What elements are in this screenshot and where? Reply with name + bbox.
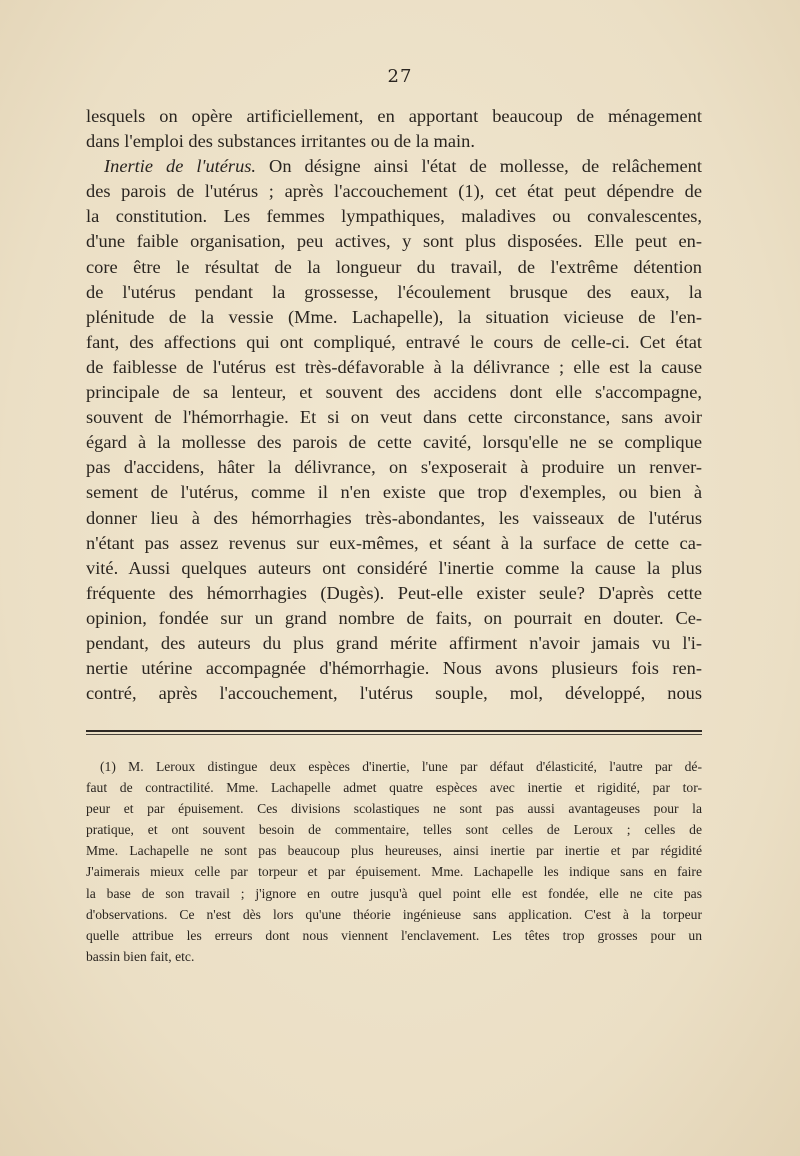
- footnote-line: faut de contractilité. Mme. Lachapelle admet quatre espèces avec inertie et rigidité, par tor-: [86, 780, 702, 796]
- main-text: [86, 104, 702, 706]
- page-number: 27: [387, 66, 413, 87]
- footnote-line: pratique, et ont souvent besoin de commentaire, telles sont celles de Leroux ; celles de: [86, 822, 702, 838]
- footnote-line: peur et par épuisement. Ces divisions scolastiques ne sont pas aussi avantageuses pour la: [86, 801, 702, 817]
- text-line: plénitude de la vessie (Mme. Lachapelle), la situation vicieuse de l'en-: [86, 306, 702, 327]
- text-line: la constitution. Les femmes lympathiques, maladives ou convalescentes,: [86, 206, 702, 227]
- text-line: de faiblesse de l'utérus est très-défavorable à la délivrance ; elle est la cause: [86, 356, 702, 377]
- footnote-line: Mme. Lachapelle ne sont pas beaucoup plus heureuses, ainsi inertie par inertie et par régidité: [86, 843, 702, 859]
- text-line: souvent de l'hémorrhagie. Et si on veut dans cette circonstance, sans avoir: [86, 407, 702, 428]
- text-line: vité. Aussi quelques auteurs ont considéré l'inertie comme la cause la plus: [86, 557, 702, 578]
- text-line: de l'utérus pendant la grossesse, l'écoulement brusque des eaux, la: [86, 281, 702, 302]
- text-line: n'étant pas assez revenus sur eux-mêmes, et séant à la surface de cette ca-: [86, 532, 702, 553]
- text-line: nertie utérine accompagnée d'hémorrhagie. Nous avons plusieurs fois ren-: [86, 658, 702, 679]
- text-line: sement de l'utérus, comme il n'en existe que trop d'exemples, ou bien à: [86, 482, 702, 503]
- footnote-line: bassin bien fait, etc.: [86, 948, 195, 964]
- text-line: principale de sa lenteur, et souvent des accidens dont elle s'accompagne,: [86, 382, 702, 403]
- text-line: opinion, fondée sur un grand nombre de faits, on pourrait en douter. Ce-: [86, 607, 702, 628]
- text-line: des parois de l'utérus ; après l'accouchement (1), cet état peut dépendre de: [86, 181, 702, 202]
- footnote-line: quelle attribue les erreurs dont nous viennent l'enclavement. Les têtes trop grosses pour un: [86, 927, 702, 943]
- text-line: fréquente des hémorrhagies (Dugès). Peut-elle exister seule? D'après cette: [86, 582, 702, 603]
- footnote-divider-thin: [86, 734, 702, 735]
- footnote-line: (1) M. Leroux distingue deux espèces d'inertie, l'une par défaut d'élasticité, l'autre par dé-: [100, 759, 702, 774]
- text-line: lesquels on opère artificiellement, en apportant beaucoup de ménagement: [86, 106, 702, 126]
- footnote-line: J'aimerais mieux celle par torpeur et par épuisement. Mme. Lachapelle les indique sans en faire: [86, 864, 702, 880]
- text-line: contré, après l'accouchement, l'utérus souple, mol, développé, nous: [86, 683, 702, 704]
- text-line: core être le résultat de la longueur du travail, de l'extrême détention: [86, 256, 702, 277]
- paragraph-opening-line: [86, 154, 702, 179]
- footnote-line: la base de son travail ; j'ignore en outre jusqu'à quel point elle est fondée, elle ne cite pas: [86, 885, 702, 901]
- text-line: donner lieu à des hémorrhagies très-abondantes, les vaisseaux de l'utérus: [86, 507, 702, 528]
- footnote-line: d'observations. Ce n'est dès lors qu'une théorie ingénieuse sans application. C'est à la torpeur: [86, 906, 702, 922]
- footnote: [86, 756, 702, 967]
- text-fragment: On désigne ainsi l'état de mollesse, de relâchement: [256, 156, 702, 177]
- footnote-divider: [86, 730, 702, 732]
- text-line: fant, des affections qui ont compliqué, entravé le cours de celle-ci. Cet état: [86, 331, 702, 352]
- text-line: dans l'emploi des substances irritantes ou de la main.: [86, 131, 475, 152]
- text-line: égard à la mollesse des parois de cette cavité, lorsqu'elle ne se complique: [86, 432, 702, 453]
- text-line: pas d'accidens, hâter la délivrance, on s'exposerait à produire un renver-: [86, 457, 702, 478]
- paragraph-heading: Inertie de l'utérus.: [104, 156, 257, 177]
- text-line: pendant, des auteurs du plus grand mérite affirment n'avoir jamais vu l'i-: [86, 632, 702, 653]
- text-line: d'une faible organisation, peu actives, y sont plus disposées. Elle peut en-: [86, 231, 702, 252]
